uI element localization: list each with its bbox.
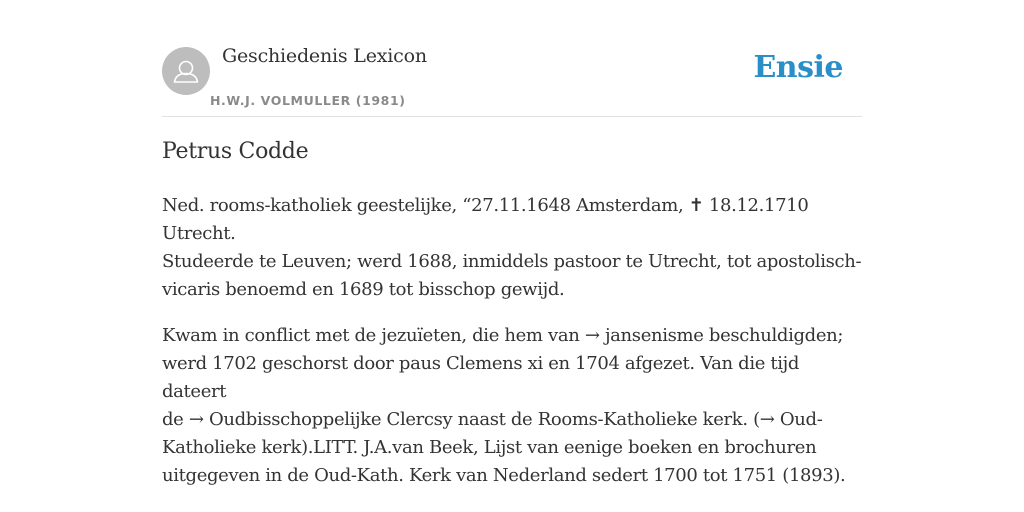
p2-line-2: werd 1702 geschorst door paus Clemens xi en 1704 afgezet. Van die tijd dateert — [162, 353, 800, 402]
p2-line-3-mid: naast de Rooms-Katholieke kerk. ( — [452, 409, 760, 430]
entry-title: Petrus Codde — [162, 139, 309, 164]
author-label: H.W.J. VOLMULLER (1981) — [210, 93, 406, 108]
link-oudbisschoppelijke-clercsy[interactable]: → Oudbisschoppelijke Clercsy — [188, 409, 453, 430]
p2-line-3-pre: de — [162, 409, 189, 430]
page — [162, 0, 862, 486]
p2-line-1-pre: Kwam in conflict met de jezuïeten, die hem van — [162, 325, 585, 346]
book-title-link[interactable]: Geschiedenis Lexicon — [222, 45, 427, 67]
user-icon — [162, 47, 210, 95]
header — [162, 0, 862, 117]
p1-line-1: Ned. rooms-katholiek geestelijke, “27.11.1648 Amsterdam, ✝ 18.12.1710 Utrecht. — [162, 195, 809, 244]
link-oud-katholieke-kerk-part-2[interactable]: Katholieke kerk — [162, 437, 302, 458]
p1-line-3: vicaris benoemd en 1689 tot bisschop gewijd. — [162, 279, 565, 300]
p2-line-4-post: ).LITT. J.A.van Beek, Lijst van eenige boeken en brochuren — [301, 437, 817, 458]
link-jansenisme[interactable]: → jansenisme — [584, 325, 704, 346]
paragraph-2 — [162, 322, 862, 490]
paragraph-1 — [162, 192, 862, 304]
p2-line-1-post: beschuldigden; — [703, 325, 844, 346]
brand-logo[interactable]: Ensie — [753, 50, 843, 85]
link-oud-katholieke-kerk-part-1[interactable]: → Oud- — [759, 409, 823, 430]
entry-body — [162, 192, 862, 508]
p1-line-2: Studeerde te Leuven; werd 1688, inmiddels pastoor te Utrecht, tot apostolisch- — [162, 251, 862, 272]
avatar[interactable] — [162, 47, 210, 95]
p2-line-5: uitgegeven in de Oud-Kath. Kerk van Nederland sedert 1700 tot 1751 (1893). — [162, 465, 846, 486]
